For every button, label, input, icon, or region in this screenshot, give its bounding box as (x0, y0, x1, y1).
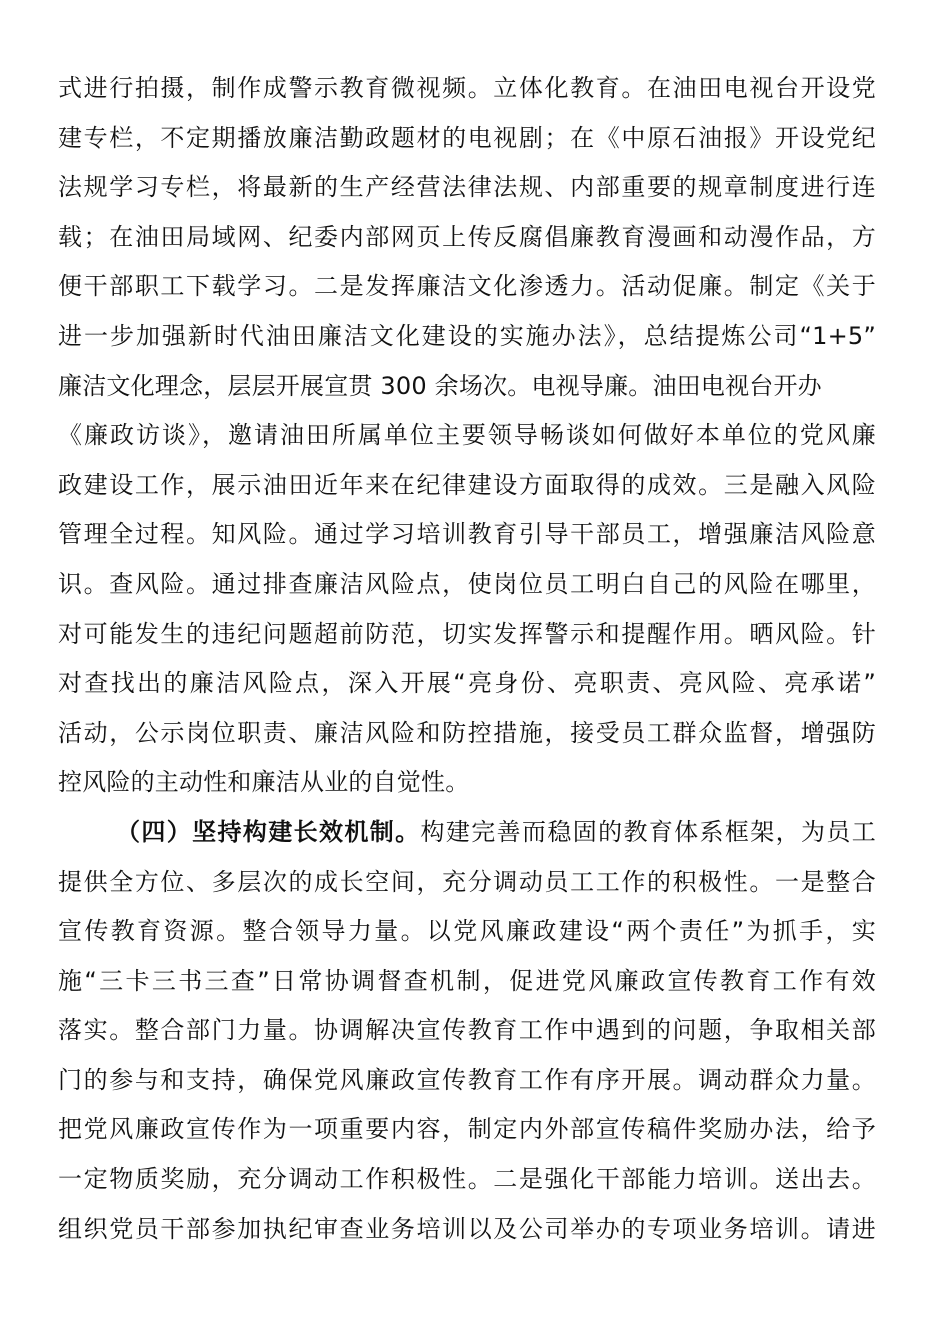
text-line: 识。查风险。通过排查廉洁风险点，使岗位员工明白自己的风险在哪里， (58, 569, 876, 598)
text-line: 把党风廉政宣传作为一项重要内容，制定内外部宣传稿件奖励办法，给予 (58, 1115, 876, 1144)
text-line-with-heading (58, 808, 876, 858)
text-line: 提供全方位、多层次的成长空间，充分调动员工工作的积极性。一是整合 (58, 867, 876, 896)
text-line: 便干部职工下载学习。二是发挥廉洁文化渗透力。活动促廉。制定《关于 (58, 272, 876, 301)
section-heading: （四）坚持构建长效机制。 (116, 817, 421, 846)
text-line: 门的参与和支持，确保党风廉政宣传教育工作有序开展。调动群众力量。 (58, 1065, 876, 1094)
paragraph-education-methods (58, 64, 876, 808)
text-line: 控风险的主动性和廉洁从业的自觉性。 (58, 768, 470, 797)
text-line: 法规学习专栏，将最新的生产经营法律法规、内部重要的规章制度进行连 (58, 173, 876, 202)
text-line: 对查找出的廉洁风险点，深入开展“亮身份、亮职责、亮风险、亮承诺” (58, 669, 876, 698)
text-line: 式进行拍摄，制作成警示教育微视频。立体化教育。在油田电视台开设党 (58, 74, 876, 102)
text-line: 管理全过程。知风险。通过学习培训教育引导干部员工，增强廉洁风险意 (58, 520, 876, 549)
text-line: 组织党员干部参加执纪审查业务培训以及公司举办的专项业务培训。请进 (58, 1214, 876, 1243)
text-line: 廉洁文化理念，层层开展宣贯 300 余场次。电视导廉。油田电视台开办 (58, 371, 822, 400)
text-run: 构建完善而稳固的教育体系框架，为员工 (420, 817, 876, 846)
text-line: 活动，公示岗位职责、廉洁风险和防控措施，接受员工群众监督，增强防 (58, 718, 876, 747)
paragraph-long-term-mechanism (58, 808, 876, 1254)
text-line: 施“三卡三书三查”日常协调督查机制，促进党风廉政宣传教育工作有效 (58, 966, 876, 995)
text-line: 政建设工作，展示油田近年来在纪律建设方面取得的成效。三是融入风险 (58, 470, 876, 499)
text-line: 载；在油田局域网、纪委内部网页上传反腐倡廉教育漫画和动漫作品，方 (58, 222, 876, 251)
text-line: 一定物质奖励，充分调动工作积极性。二是强化干部能力培训。送出去。 (58, 1165, 876, 1194)
text-line: 建专栏，不定期播放廉洁勤政题材的电视剧；在《中原石油报》开设党纪 (58, 123, 876, 152)
text-line: 进一步加强新时代油田廉洁文化建设的实施办法》，总结提炼公司“1+5” (58, 321, 876, 350)
text-line: 《廉政访谈》，邀请油田所属单位主要领导畅谈如何做好本单位的党风廉 (58, 421, 876, 450)
text-line: 落实。整合部门力量。协调解决宣传教育工作中遇到的问题，争取相关部 (58, 1016, 876, 1045)
text-line: 宣传教育资源。整合领导力量。以党风廉政建设“两个责任”为抓手，实 (58, 917, 876, 946)
text-line: 对可能发生的违纪问题超前防范，切实发挥警示和提醒作用。晒风险。针 (58, 619, 876, 648)
document-page (58, 64, 876, 1254)
